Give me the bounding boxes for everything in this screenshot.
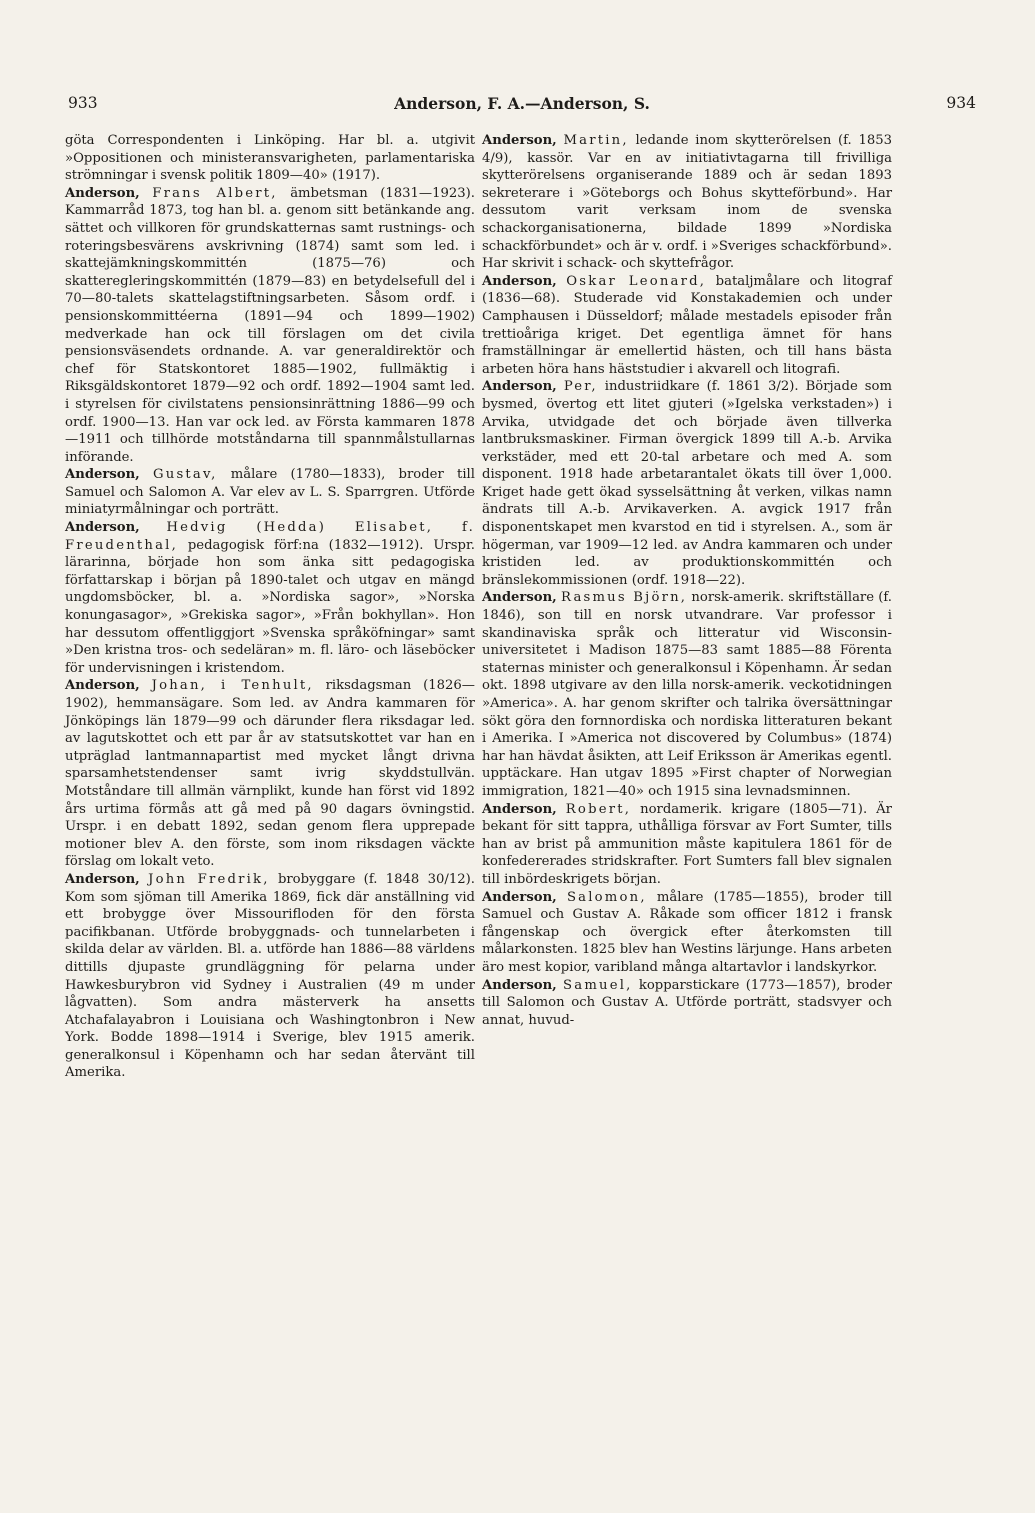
entry-surname: Anderson, xyxy=(482,273,557,289)
entry-text: bataljmålare och litograf (1836—68). Studerade vid Konstakademien och under Camphausen i Düsseldorf; målade mestadels episoder från trettioåriga kriget. Det egentliga ämnet för hans framställningar är emellertid hästen, och till hans bästa arbeten höra hans häststudier i akvarell och litografi. xyxy=(482,273,892,377)
entry-text: norsk-amerik. skriftställare (f. 1846), son till en norsk utvandrare. Var professor i skandinaviska språk och litteratur vid Wisconsin-universitetet i Madison 1875—83 samt 1885—88 Förenta staternas minister och generalkonsul i Köpenhamn. Är sedan okt. 1898 utgivare av den lilla norsk-amerik. veckotidningen »America». A. har genom skrifter och talrika översättningar sökt göra den fornnordiska och nordiska litteraturen bekant i Amerika. I »America not discovered by Columbus» (1874) har han hävdat åsikten, att Leif Eriksson är Amerikas egentl. upptäckare. Han utgav 1895 »First chapter of Norwegian immigration, 1821—40» och 1915 sina levnadsminnen. xyxy=(482,590,893,799)
entry-text: industriidkare (f. 1861 3/2). Började som bysmed, övertog ett litet gjuteri (»Igelska verkstaden») i Arvika, utvidgade det och började även tillverka lantbruksmaskiner. Firman övergick 1899 till A.-b. Arvika verkstäder, med ett 20-tal arbetare och med A. som disponent. 1918 hade arbetarantalet ökats till över 1,000. Kriget hade gett ökad sysselsättning åt verken, vilkas namn ändrats till A.-b. Arvikaverken. A. avgick 1917 från disponentskapet men kvarstod en tid i styrelsen. A., som är högerman, var 1909—12 led. av Andra kammaren och under kristiden led. av produktionskommittén och bränslekommissionen (ordf. 1918—22). xyxy=(482,379,892,588)
entry-continuation xyxy=(65,132,475,185)
entry-frans-albert xyxy=(65,185,475,467)
entry-john-fredrik xyxy=(65,871,475,1082)
running-title: Anderson, F. A.—Anderson, S. xyxy=(394,94,650,113)
entry-text: kopparstickare (1773—1857), broder till Salomon och Gustav A. Utförde porträtt, stadsvyer och annat, huvud- xyxy=(482,977,892,1028)
entry-rasmus-bjorn xyxy=(482,589,892,800)
right-column xyxy=(482,132,892,1029)
entry-surname: Anderson, xyxy=(482,133,557,148)
entry-given-name: Gustav, xyxy=(153,467,218,483)
entry-text: brobyggare (f. 1848 30/12). Kom som sjöman till Amerika 1869, fick där anställning vid ett brobygge över Missourifloden för den första pacifikbanan. Utförde brobyggnads- och tunnelarbeten i skilda delar av världen. Bl. a. utförde han 1886—88 världens dittills djupaste grundläggning för pelarna under Hawkesburybron vid Sydney i Australien (49 m under lågvatten). Som andra mästerverk ha ansetts Atchafalayabron i Louisiana och Washingtonbron i New York. Bodde 1898—1914 i Sverige, blev 1915 amerik. generalkonsul i Köpenhamn och har sedan återvänt till Amerika. xyxy=(65,871,475,1081)
entry-given-name: Per, xyxy=(563,379,598,395)
entry-martin xyxy=(482,132,892,273)
entry-given-name: Samuel, xyxy=(563,977,633,993)
entry-robert xyxy=(482,801,892,889)
entry-surname: Anderson, xyxy=(65,678,140,694)
left-column xyxy=(65,132,475,1082)
entry-surname: Anderson, xyxy=(482,977,557,993)
entry-surname: Anderson, xyxy=(482,889,557,905)
entry-gustav xyxy=(65,466,475,519)
entry-text: riksdagsman (1826—1902), hemmansägare. Som led. av Andra kammaren för Jönköpings län 1879—99 och därunder flera riksdagar led. av lagutskottet och ett par år av statsutskottet var han en utpräglad lantmannapartist med mycket långt drivna sparsamhetstendenser samt ivrig skyddstullvän. Motståndare till allmän värnplikt, kunde han först vid 1892 års urtima förmås att gå med på 90 dagars övningstid. Urspr. i en debatt 1892, sedan genom flera upprepade motioner blev A. den förste, som inom riksdagen väckte förslag om lokalt veto. xyxy=(65,678,475,870)
entry-surname: Anderson, xyxy=(482,590,557,606)
entry-samuel xyxy=(482,977,892,1030)
entry-given-name: Martin, xyxy=(563,133,629,148)
entry-surname: Anderson, xyxy=(482,379,557,395)
entry-given-name: Salomon, xyxy=(566,889,647,905)
entry-given-name: John Fredrik, xyxy=(148,871,270,887)
entry-salomon xyxy=(482,889,892,977)
entry-hedvig xyxy=(65,519,475,677)
entry-given-name: Hedvig (Hedda) Elisabet, f. Freudenthal, xyxy=(65,520,475,553)
entry-text: pedagogisk förf:na (1832—1912). Urspr. lärarinna, började hon som änka sitt pedagogiska författarskap i början på 1890-talet och utgav en mängd ungdomsböcker, bl. a. »Nordiska sagor», »Norska konungasagor», »Grekiska sagor», »Från bokhyllan». Hon har dessutom offentliggjort »Svenska språköfningar» samt »Den kristna tros- och sedeläran» m. fl. läro- och läseböcker för undervisningen i kristendom. xyxy=(65,537,475,676)
entry-text: nordamerik. krigare (1805—71). Är bekant för sitt tappra, uthålliga försvar av Fort Sumter, tills han av brist på ammunition måste kapitulera 1861 för de konfedererades stridskrafter. Fort Sumters fall blev signalen till inbördeskrigets början. xyxy=(482,801,892,887)
entry-oskar-leonard xyxy=(482,273,892,379)
entry-surname: Anderson, xyxy=(482,801,557,817)
entry-johan xyxy=(65,677,475,871)
running-header xyxy=(68,94,976,116)
entry-surname: Anderson, xyxy=(65,520,140,536)
entry-given-name: Rasmus Björn, xyxy=(561,590,688,606)
entry-surname: Anderson, xyxy=(65,185,140,201)
entry-given-name: Frans Albert, xyxy=(152,185,278,201)
entry-text: ämbetsman (1831—1923). Kammarråd 1873, tog han bl. a. genom sitt betänkande ang. sättet och villkoren för grundskatternas samt rustnings- och roteringsbesvärens avskrivning (1874) samt som led. i skattejämkningskommittén (1875—76) och skatteregleringskommittén (1879—83) en betydelsefull del i 70—80-talets skattelagstiftningsarbeten. Såsom ordf. i pensionskommittéerna (1891—94 och 1899—1902) medverkade han ock till förslagen om det civila pensionsväsendets ordnande. A. var generaldirektör och chef för Statskontoret 1885—1902, fullmäktig i Riksgäldskontoret 1879—92 och ordf. 1892—1904 samt led. i styrelsen för civilstatens pensionsinrättning 1886—99 och ordf. 1900—13. Han var ock led. av Första kammaren 1878—1911 och tillhörde motståndarna till spannmålstullarnas införande. xyxy=(65,185,475,465)
entry-text: målare (1780—1833), broder till Samuel och Salomon A. Var elev av L. S. Sparrgren. Utförde miniatyrmålningar och porträtt. xyxy=(65,467,475,518)
entry-given-name: Oskar Leonard, xyxy=(566,273,707,289)
entry-text: ledande inom skytterörelsen (f. 1853 4/9), kassör. Var en av initiativtagarna till frivilliga skytterörelsens organiserande 1889 och är sedan 1893 sekreterare i »Göteborgs och Bohus skytteförbund». Har dessutom varit verksam inom de svenska schackorganisationerna, bildade 1899 »Nordiska schackförbundet» och är v. ordf. i »Sveriges schackförbund». Har skrivit i schack- och skyttefrågor. xyxy=(482,133,893,272)
entry-given-name: Robert, xyxy=(565,801,632,817)
entry-surname: Anderson, xyxy=(65,871,140,887)
entry-text: göta Correspondenten i Linköping. Har bl. a. utgivit »Oppositionen och ministeransvarigheten, parlamentariska strömningar i svensk politik 1809—40» (1917). xyxy=(65,133,475,184)
page-number-right: 934 xyxy=(946,94,976,112)
page-number-left: 933 xyxy=(68,94,98,112)
entry-surname: Anderson, xyxy=(65,467,140,483)
entry-per xyxy=(482,378,892,589)
entry-given-name: Johan, i Tenhult, xyxy=(151,678,314,694)
entry-text: målare (1785—1855), broder till Samuel och Gustav A. Råkade som officer 1812 i fransk fångenskap och övergick efter återkomsten till målarkonsten. 1825 blev han Westins lärjunge. Hans arbeten äro mest kopior, varibland många altartavlor i landskyrkor. xyxy=(482,889,892,975)
